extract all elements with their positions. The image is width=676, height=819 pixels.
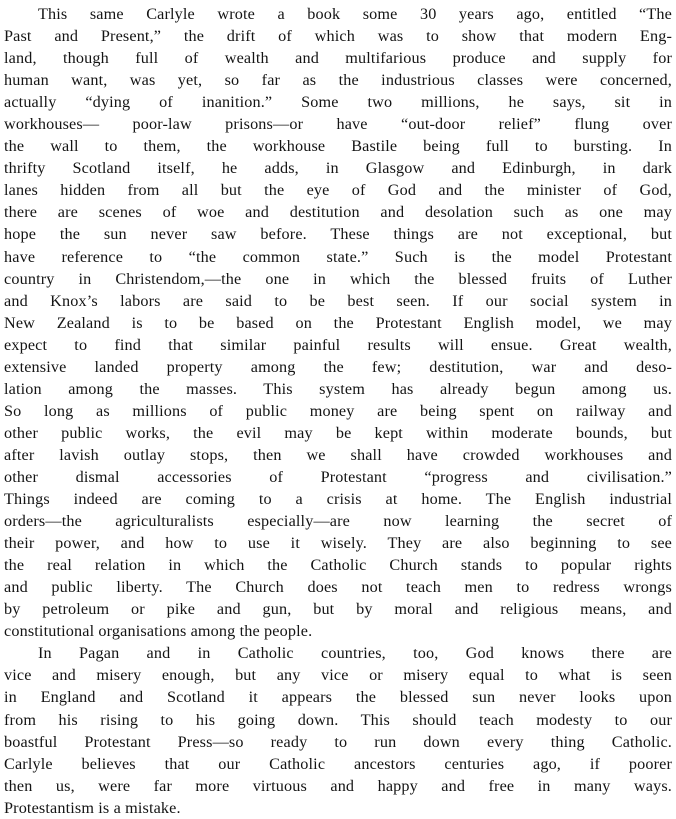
text-line: other public works, the evil may be kept within moderate bounds, but bbox=[4, 423, 672, 442]
text-line: So long as millions of public money are being spent on railway and bbox=[4, 401, 672, 420]
text-line: there are scenes of woe and destitution and desolation such as one may bbox=[4, 203, 672, 222]
text-line: from his rising to his going down. This should teach modesty to our bbox=[4, 710, 672, 729]
text-line: other dismal accessories of Protestant “progress and civilisation.” bbox=[4, 467, 672, 486]
text-line: and Knox’s labors are said to be best seen. If our social system in bbox=[4, 291, 672, 310]
text-line: constitutional organisations among the people. bbox=[4, 622, 313, 641]
text-line: Carlyle believes that our Catholic ancestors centuries ago, if poorer bbox=[4, 754, 672, 773]
text-line: and public liberty. The Church does not teach men to redress wrongs bbox=[4, 578, 672, 597]
text-line: human want, was yet, so far as the industrious classes were concerned, bbox=[4, 71, 672, 90]
text-line: expect to find that similar painful results will ensue. Great wealth, bbox=[4, 335, 672, 354]
text-line: extensive landed property among the few; destitution, war and deso- bbox=[4, 357, 672, 376]
text-line: the real relation in which the Catholic Church stands to popular rights bbox=[4, 556, 672, 575]
text-line: lanes hidden from all but the eye of God and the minister of God, bbox=[4, 181, 672, 200]
text-line: This same Carlyle wrote a book some 30 years ago, entitled “The bbox=[38, 5, 672, 23]
text-line: boastful Protestant Press—so ready to run down every thing Catholic. bbox=[4, 732, 672, 751]
text-line: New Zealand is to be based on the Protestant English model, we may bbox=[4, 313, 672, 332]
text-line: land, though full of wealth and multifarious produce and supply for bbox=[4, 49, 672, 68]
text-line: hope the sun never saw before. These things are not exceptional, but bbox=[4, 225, 672, 244]
text-line: then us, were far more virtuous and happy and free in many ways. bbox=[4, 776, 672, 795]
text-line: country in Christendom,—the one in which the blessed fruits of Luther bbox=[4, 269, 672, 288]
text-line: actually “dying of inanition.” Some two millions, he says, sit in bbox=[4, 93, 672, 112]
text-line: their power, and how to use it wisely. They are also beginning to see bbox=[4, 534, 672, 553]
text-line: the wall to them, the workhouse Bastile being full to bursting. In bbox=[4, 137, 672, 156]
text-line: lation among the masses. This system has already begun among us. bbox=[4, 379, 672, 398]
text-line: workhouses— poor-law prisons—or have “out-door relief” flung over bbox=[4, 115, 672, 134]
text-line: thrifty Scotland itself, he adds, in Glasgow and Edinburgh, in dark bbox=[4, 159, 672, 178]
text-line: have reference to “the common state.” Such is the model Protestant bbox=[4, 247, 672, 266]
paragraph-carlyle-past-and-present bbox=[4, 3, 672, 642]
text-line: Protestantism is a mistake. bbox=[4, 798, 181, 817]
text-line: after lavish outlay stops, then we shall have crowded workhouses and bbox=[4, 445, 672, 464]
text-line: Things indeed are coming to a crisis at home. The English industrial bbox=[4, 490, 672, 509]
text-line: orders—the agriculturalists especially—are now learning the secret of bbox=[4, 512, 672, 531]
text-line: Past and Present,” the drift of which was to show that modern Eng- bbox=[4, 27, 672, 46]
text-line: In Pagan and in Catholic countries, too, God knows there are bbox=[38, 644, 672, 663]
paragraph-pagan-and-catholic-countries bbox=[4, 642, 672, 818]
newspaper-column bbox=[4, 3, 672, 819]
text-line: in England and Scotland it appears the blessed sun never looks upon bbox=[4, 688, 672, 707]
text-line: vice and misery enough, but any vice or misery equal to what is seen bbox=[4, 666, 672, 685]
text-line: by petroleum or pike and gun, but by moral and religious means, and bbox=[4, 600, 672, 619]
